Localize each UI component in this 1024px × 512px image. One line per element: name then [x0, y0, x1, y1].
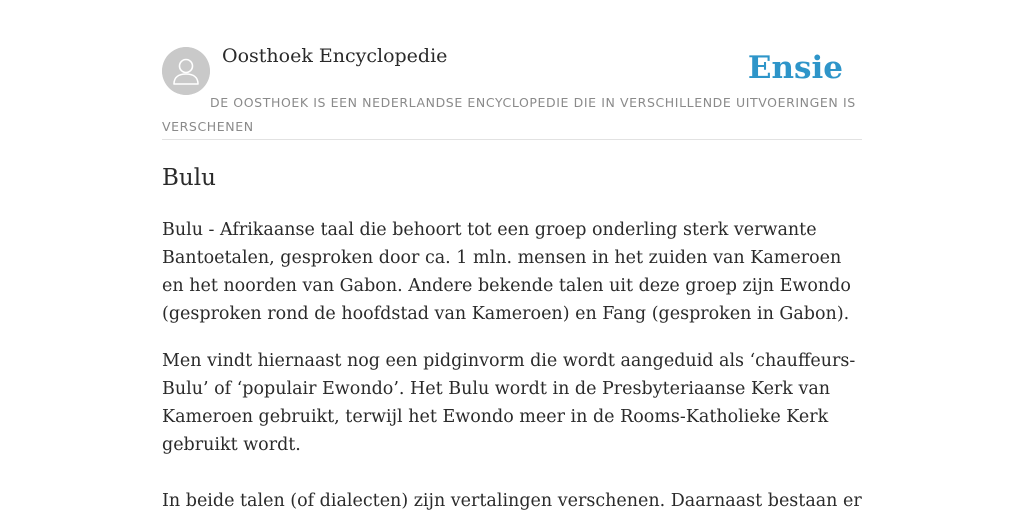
- site-title[interactable]: Oosthoek Encyclopedie: [222, 45, 448, 67]
- avatar-icon[interactable]: [162, 47, 210, 95]
- user-silhouette-icon: [162, 47, 210, 95]
- site-tagline: DE OOSTHOEK IS EEN NEDERLANDSE ENCYCLOPEDIE DIE IN VERSCHILLENDE UITVOERINGEN IS VERSCHENEN: [162, 95, 856, 134]
- article-paragraph: Bulu - Afrikaanse taal die behoort tot een groep onderling sterk verwante Bantoetalen, gesproken door ca. 1 mln. mensen in het zuiden van Kameroen en het noorden van Gabon. Andere bekende talen uit deze groep zijn Ewondo (gesproken rond de hoofdstad van Kameroen) en Fang (gesproken in Gabon).: [162, 220, 851, 324]
- site-header: [162, 40, 862, 140]
- article-paragraph: In beide talen (of dialecten) zijn vertalingen verschenen. Daarnaast bestaan er: [162, 491, 862, 511]
- article-paragraph: Men vindt hiernaast nog een pidginvorm die wordt aangeduid als ‘chauffeurs-Bulu’ of ‘populair Ewondo’. Het Bulu wordt in de Presbyteriaanse Kerk van Kameroen gebruikt, terwijl het Ewondo meer in de Rooms-Katholieke Kerk gebruikt wordt.: [162, 351, 856, 455]
- brand-logo[interactable]: Ensie: [747, 50, 843, 86]
- article: [162, 160, 862, 511]
- article-title: Bulu: [162, 165, 216, 191]
